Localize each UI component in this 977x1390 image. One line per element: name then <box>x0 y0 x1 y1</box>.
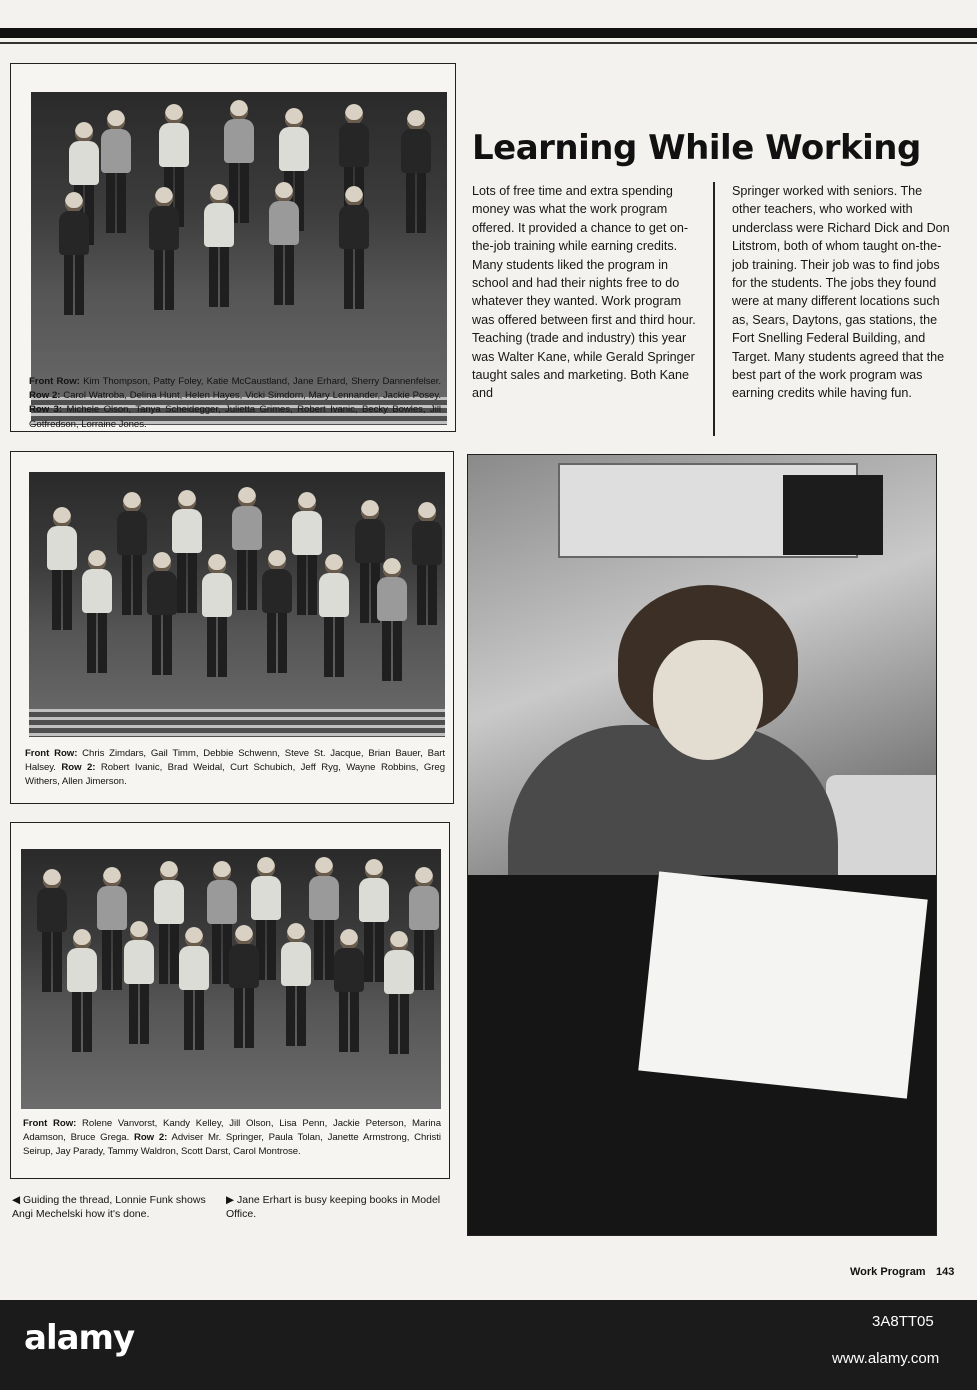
article-column-1: Lots of free time and extra spending money was what the work program offered. It provided a chance to get on-the-job training while earning credits. Many students liked the program in school and had their nights free to do whatever they wanted. Work program was offered between first and third hour. Teaching (trade and industry) this year was Walter Kane, while Gerald Springer taught sales and marketing. Both Kane and <box>472 184 696 401</box>
group-photo-2-caption: Front Row: Chris Zimdars, Gail Timm, Debbie Schwenn, Steve St. Jacque, Brian Bauer, Bart Halsey. Row 2: Robert Ivanic, Brad Weidal, Curt Schubich, Jeff Ryg, Wayne Robbins, Greg Withers, Allen Jimerson. <box>25 748 445 788</box>
photo-student-face <box>653 640 763 760</box>
left-arrow-icon: ◀ <box>12 1194 21 1206</box>
caption-left: ◀ Guiding the thread, Lonnie Funk shows Angi Mechelski how it's done. <box>12 1194 206 1220</box>
group-photo-box-2 <box>10 451 454 804</box>
top-rule <box>0 28 977 38</box>
image-id: 3A8TT05 <box>872 1313 934 1330</box>
top-rule-thin <box>0 42 977 44</box>
column-divider <box>713 182 715 436</box>
article-column-2: Springer worked with seniors. The other teachers, who worked with underclass were Richard Dick and Don Litstrom, both of whom taught on-the-job training. Their job was to find jobs for the students. The jobs they found were at many different locations such as, Sears, Daytons, gas stations, the Fort Snelling Federal Building, and Target. Many students agreed that the best part of the work program was earning credits while having fun. <box>732 184 950 401</box>
group-photo-1-caption: Front Row: Kim Thompson, Patty Foley, Katie McCaustland, Jane Erhard, Sherry Dannenfelser. Row 2: Carol Watroba, Delina Hunt, Helen Hayes, Vicki Simdorn, Mary Lennander, Jackie Posey. Row 3: Michele Olson, Tanya Scheidegger, Julietta Grimes, Robert Ivanic, Becky Bowles, Jill Gotfredson, Lorraine Jones. <box>29 376 442 430</box>
alamy-logo: alamy <box>24 1318 135 1358</box>
photo-paper <box>638 871 927 1098</box>
watermark-band <box>0 1300 977 1390</box>
group-photo-box-3 <box>10 822 450 1179</box>
group-photo-2 <box>29 472 445 737</box>
caption-right: ▶ Jane Erhart is busy keeping books in Model Office. <box>226 1194 441 1220</box>
watermark-url: www.alamy.com <box>832 1350 940 1367</box>
main-photo <box>467 454 937 1236</box>
photo-binder <box>783 475 883 555</box>
group-photo-3-caption: Front Row: Rolene Vanvorst, Kandy Kelley, Jill Olson, Lisa Penn, Jackie Peterson, Marina Adamson, Bruce Grega. Row 2: Adviser Mr. Springer, Paula Tolan, Janette Armstrong, Christi Seirup, Jay Parady, Tammy Waldron, Scott Darst, Carol Montrose. <box>23 1118 442 1158</box>
right-arrow-icon: ▶ <box>226 1194 235 1206</box>
group-photo-box-1 <box>10 63 456 432</box>
page-number: 143 <box>936 1266 955 1278</box>
article-heading: Learning While Working <box>472 128 921 168</box>
group-photo-3 <box>21 849 441 1109</box>
footer-section: Work Program <box>850 1266 926 1278</box>
